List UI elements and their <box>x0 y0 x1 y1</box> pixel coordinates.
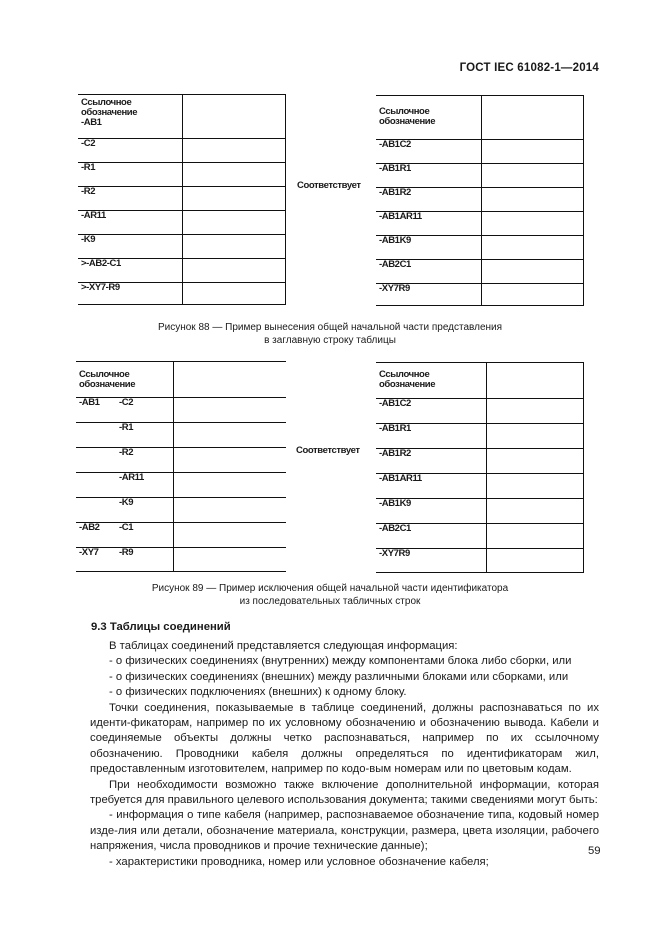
paragraph: При необходимости возможно также включение дополнительной информации, которая требуется для правильного целевого использования документа; такими сведениями могут быть: <box>90 778 599 807</box>
caption-line: Рисунок 88 — Пример вынесения общей начальной части представления <box>157 322 503 333</box>
table-cell <box>182 259 285 283</box>
table-cell: -AB1C2 <box>376 140 481 164</box>
table-cell <box>182 283 285 305</box>
table-cell <box>486 449 583 474</box>
table-cell: -AB1 <box>76 398 116 423</box>
table-cell <box>481 260 583 284</box>
table-cell <box>76 473 116 498</box>
table-cell <box>173 498 286 523</box>
table-cell: -AB1R1 <box>376 164 481 188</box>
table-cell: -R1 <box>78 163 182 187</box>
table-cell: -K9 <box>78 235 182 259</box>
table-cell <box>486 499 583 524</box>
table-cell: -AB1R2 <box>376 449 486 474</box>
corresponds-label: Соответствует <box>296 445 360 456</box>
table-cell: -AB2C1 <box>376 260 481 284</box>
caption-line: из последовательных табличных строк <box>239 596 421 607</box>
table-cell: -R9 <box>116 548 173 572</box>
table-cell <box>76 498 116 523</box>
table-cell <box>486 399 583 424</box>
table-cell: >-AB2-C1 <box>78 259 182 283</box>
fig88-left-table <box>78 94 286 305</box>
table-cell: Ссылочное обозначение <box>376 363 486 399</box>
table-cell: -AB1K9 <box>376 236 481 260</box>
table-cell <box>173 448 286 473</box>
table-cell: -AR11 <box>116 473 173 498</box>
table-cell <box>173 473 286 498</box>
fig89-right-table <box>376 362 584 573</box>
table-cell: -XY7 <box>76 548 116 572</box>
list-item: - о физических соединениях (внутренних) между компонентами блока либо сборки, или <box>109 655 572 668</box>
table-cell: Ссылочное обозначение <box>376 96 481 140</box>
table-cell <box>182 187 285 211</box>
corresponds-label: Соответствует <box>297 180 361 191</box>
table-cell <box>173 548 286 572</box>
table-cell <box>481 284 583 306</box>
table-cell <box>173 523 286 548</box>
section-body <box>90 639 599 870</box>
table-cell: Ссылочное обозначение <box>76 362 173 398</box>
table-cell <box>486 424 583 449</box>
table-cell: -R2 <box>78 187 182 211</box>
table-cell: -C1 <box>116 523 173 548</box>
table-cell: -C2 <box>116 398 173 423</box>
table-cell: -XY7R9 <box>376 284 481 306</box>
table-cell <box>76 423 116 448</box>
table-cell: -R2 <box>116 448 173 473</box>
table-cell: -R1 <box>116 423 173 448</box>
caption-line: в заглавную строку таблицы <box>264 335 396 346</box>
list-item: - информация о типе кабеля (например, распознаваемое обозначение типа, кодовый номер изде-лия или детали, обозначение материала, конструкции, размера, цвета изоляции, рабочего напряжения, числа проводников и прочие технические данные); <box>90 809 599 853</box>
table-cell <box>182 139 285 163</box>
table-cell <box>173 423 286 448</box>
table-cell: -AB1K9 <box>376 499 486 524</box>
table-cell: Ссылочное обозначение -AB1 <box>78 95 182 139</box>
table-cell: -XY7R9 <box>376 549 486 573</box>
table-cell: -AB1R1 <box>376 424 486 449</box>
table-cell <box>182 235 285 259</box>
table-cell <box>486 524 583 549</box>
page-number: 59 <box>588 845 601 857</box>
fig88-right-table <box>376 95 584 306</box>
intro-paragraph: В таблицах соединений представляется следующая информация: <box>109 640 458 652</box>
table-cell <box>481 140 583 164</box>
table-cell: -AB2C1 <box>376 524 486 549</box>
table-cell <box>76 448 116 473</box>
caption-line: Рисунок 89 — Пример исключения общей начальной части идентификатора <box>151 583 509 594</box>
table-cell <box>481 212 583 236</box>
table-cell: -K9 <box>116 498 173 523</box>
list-item: - характеристики проводника, номер или условное обозначение кабеля; <box>109 855 489 868</box>
figure-89-caption <box>130 582 530 608</box>
table-cell: -AB1AR11 <box>376 212 481 236</box>
table-cell: -AB1R2 <box>376 188 481 212</box>
table-cell <box>182 95 285 139</box>
table-cell <box>182 211 285 235</box>
paragraph: Точки соединения, показываемые в таблице соединений, должны распознаваться по их иденти-фикаторам, например по их условному обозначению и обозначению вывода. Кабели и соединяемые объекты должны четко распознаваться, например по их ссылочному обозначению. Проводники кабеля должны определяться по идентификаторам жил, предоставленным изготовителем, например по кодо-вым номерам или по цветовым кодам. <box>90 701 599 776</box>
figure-88-caption <box>130 321 530 347</box>
standard-designation: ГОСТ IEC 61082-1—2014 <box>459 62 599 74</box>
table-cell <box>481 236 583 260</box>
table-cell: -AB1C2 <box>376 399 486 424</box>
fig89-left-table <box>76 361 286 572</box>
table-cell: -AB1AR11 <box>376 474 486 499</box>
table-cell: -AB2 <box>76 523 116 548</box>
list-item: - о физических соединениях (внешних) между различными блоками или сборками, или <box>109 670 569 683</box>
table-cell <box>481 164 583 188</box>
table-cell <box>486 549 583 573</box>
table-cell: -AR11 <box>78 211 182 235</box>
table-cell: >-XY7-R9 <box>78 283 182 305</box>
table-cell <box>173 398 286 423</box>
table-cell <box>486 363 583 399</box>
table-cell <box>173 362 286 398</box>
table-cell: -C2 <box>78 139 182 163</box>
table-cell <box>486 474 583 499</box>
list-item: - о физических подключениях (внешних) к одному блоку. <box>109 686 407 699</box>
table-cell <box>481 188 583 212</box>
table-cell <box>182 163 285 187</box>
section-heading: 9.3 Таблицы соединений <box>91 621 231 633</box>
table-cell <box>481 96 583 140</box>
